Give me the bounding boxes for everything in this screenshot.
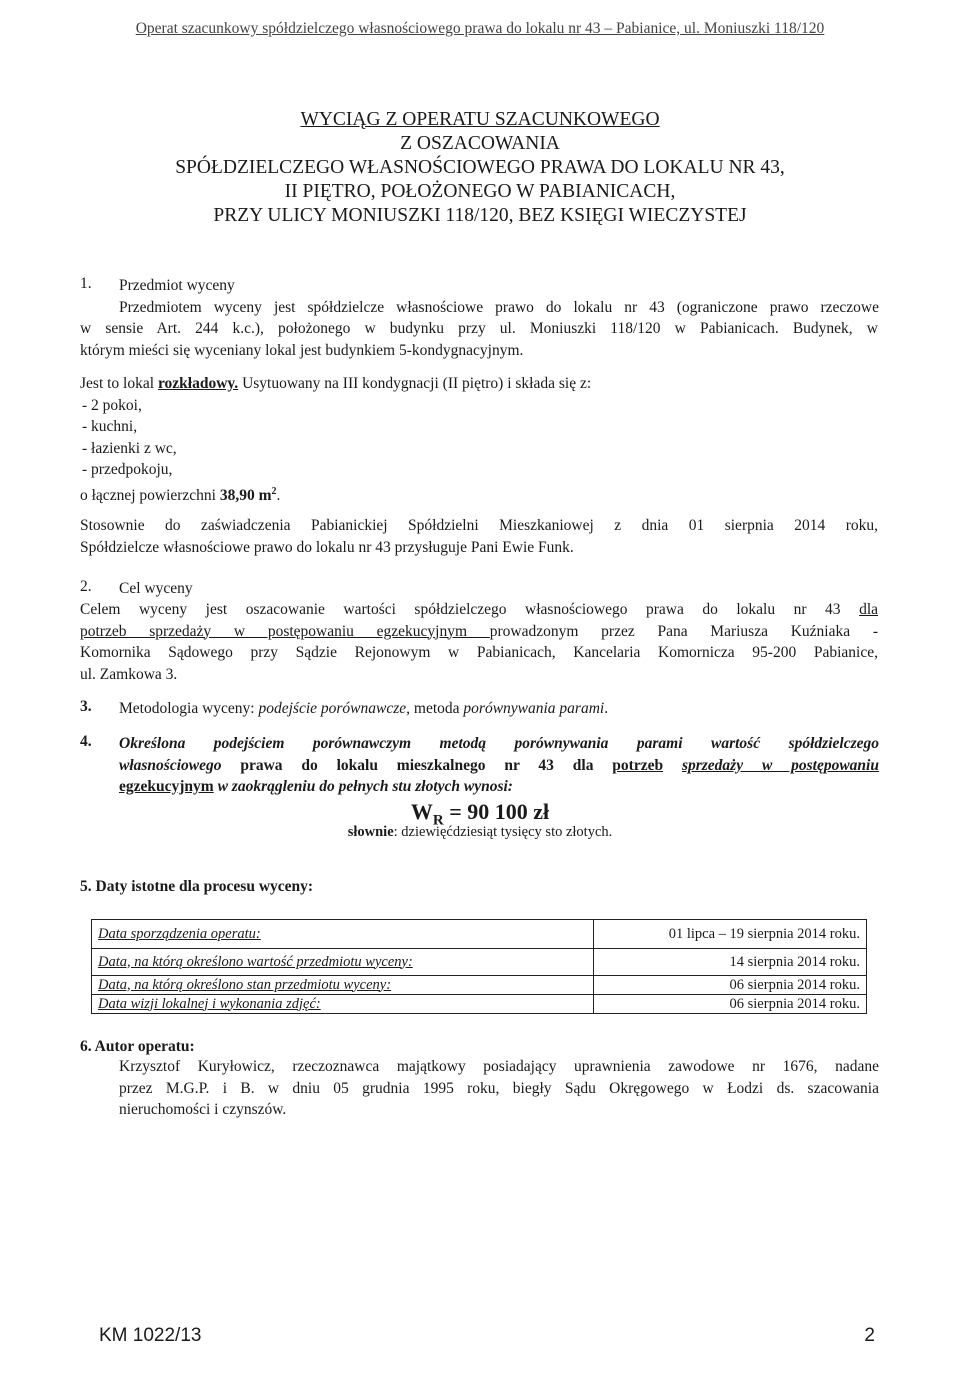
purpose-line-1: Celem wyceny jest oszacowanie wartości spółdzielczego własnościowego prawa do lokalu nr 43 dla xyxy=(80,601,878,618)
section-1-heading: Przedmiot wyceny xyxy=(119,277,235,294)
table-row xyxy=(92,920,867,949)
value-in-words: słownie: dziewięćdziesiąt tysięcy sto złotych. xyxy=(347,824,613,840)
date-label: Data sporządzenia operatu: xyxy=(92,920,594,949)
title-line-4: II PIĘTRO, POŁOŻONEGO W PABIANICACH, xyxy=(284,181,676,202)
title-line-1: WYCIĄG Z OPERATU SZACUNKOWEGO xyxy=(300,109,660,130)
purpose-line-2: potrzeb sprzedaży w postępowaniu egzekucyjnym prowadzonym przez Pana Mariusza Kuźniaka - xyxy=(80,622,878,640)
room-item: - przedpokoju, xyxy=(82,461,173,478)
date-value: 06 sierpnia 2014 roku. xyxy=(594,995,867,1014)
title-line-3: SPÓŁDZIELCZEGO WŁASNOŚCIOWEGO PRAWA DO LOKALU NR 43, xyxy=(175,157,785,178)
table-row xyxy=(92,995,867,1014)
section-3-text: Metodologia wyceny: podejście porównawcze, metoda porównywania parami. xyxy=(119,700,609,717)
purpose-line-3: Komornika Sądowego przy Sądzie Rejonowym w Pabianicach, Kancelaria Komornicza 95-200 Pabianice, xyxy=(80,644,878,661)
document-title xyxy=(0,108,960,228)
lokal-type: rozkładowy. xyxy=(157,375,239,392)
section-6-body xyxy=(119,1056,879,1121)
area-value: 38,90 $m^2$ xyxy=(219,485,277,504)
lokal-type-line: Jest to lokal rozkładowy. Usytuowany na III kondygnacji (II piętro) i składa się z: xyxy=(80,375,592,392)
section-1-number: 1. xyxy=(80,275,92,292)
running-header: Operat szacunkowy spółdzielczego własnościowego prawa do lokalu nr 43 – Pabianice, ul. Moniuszki 118/120 xyxy=(135,20,825,37)
market-value: $W_R = 90$ 100 zł xyxy=(410,799,550,829)
section-1-para-line-2: w sensie Art. 244 k.c.), położonego w budynku przy ul. Moniuszki 118/120 w Pabianicach. Budynek, w xyxy=(80,320,878,337)
table-row xyxy=(92,976,867,995)
title-line-5: PRZY ULICY MONIUSZKI 118/120, BEZ KSIĘGI WIECZYSTEJ xyxy=(213,205,747,226)
dates-table xyxy=(91,919,867,1014)
section-1 xyxy=(119,275,879,318)
room-item: - kuchni, xyxy=(82,418,138,435)
room-item: - łazienki z wc, xyxy=(82,439,177,457)
footer-reference: KM 1022/13 xyxy=(99,1325,202,1346)
section-1-para-continued xyxy=(80,318,878,361)
section-1-para-line-1: Przedmiotem wyceny jest spółdzielcze własnościowe prawo do lokalu nr 43 (ograniczone prawo rzeczowe xyxy=(119,298,879,316)
ownership-line-1: Stosownie do zaświadczenia Pabianickiej Spółdzielni Mieszkaniowej z dnia 01 sierpnia 2014 roku, xyxy=(80,517,878,534)
title-line-2: Z OSZACOWANIA xyxy=(400,133,560,154)
section-2-body xyxy=(80,599,878,685)
section-4-number: 4. xyxy=(80,733,92,750)
area-line: o łącznej powierzchni 38,90 $m^2$. xyxy=(80,485,281,504)
date-value: 01 lipca – 19 sierpnia 2014 roku. xyxy=(594,920,867,949)
date-value: 14 sierpnia 2014 roku. xyxy=(594,949,867,976)
table-row xyxy=(92,949,867,976)
section-2-heading: Cel wyceny xyxy=(119,580,193,597)
date-label: Data wizji lokalnej i wykonania zdjęć: xyxy=(92,995,594,1014)
section-1-para-line-3: którym mieści się wyceniany lokal jest budynkiem 5-kondygnacyjnym. xyxy=(80,341,524,359)
date-label: Data, na którą określono wartość przedmiotu wyceny: xyxy=(92,949,594,976)
section-5-heading: 5. Daty istotne dla procesu wyceny: xyxy=(80,878,314,895)
section-1-description xyxy=(80,373,878,506)
ownership-paragraph xyxy=(80,515,878,558)
author-line-1: Krzysztof Kuryłowicz, rzeczoznawca majątkowy posiadający uprawnienia zawodowe nr 1676, nadane xyxy=(119,1058,879,1075)
section-6-heading: 6. Autor operatu: xyxy=(80,1038,195,1055)
author-line-2: przez M.G.P. i B. w dniu 05 grudnia 1995 roku, biegły Sądu Okręgowego w Łodzi ds. szacowania xyxy=(119,1079,879,1097)
ownership-line-2: Spółdzielcze własnościowe prawo do lokalu nr 43 przysługuje Pani Ewie Funk. xyxy=(80,538,574,556)
date-value: 06 sierpnia 2014 roku. xyxy=(594,976,867,995)
date-label: Data, na którą określono stan przedmiotu wyceny: xyxy=(92,976,594,995)
section-3-number: 3. xyxy=(80,698,92,715)
value-statement-line-1: Określona podejściem porównawczym metodą porównywania parami wartość spółdzielczego xyxy=(119,735,879,752)
section-4-body xyxy=(119,733,879,798)
purpose-line-4: ul. Zamkowa 3. xyxy=(80,665,178,683)
value-statement-line-2: własnościowego prawa do lokalu mieszkalnego nr 43 dla potrzeb sprzedaży w postępowaniu xyxy=(119,756,879,774)
author-line-3: nieruchomości i czynszów. xyxy=(119,1101,287,1118)
room-item: - 2 pokoi, xyxy=(82,396,142,414)
section-2-number: 2. xyxy=(80,578,92,595)
page-number: 2 xyxy=(864,1325,875,1346)
value-statement-line-3: egzekucyjnym w zaokrągleniu do pełnych stu złotych wynosi: xyxy=(119,778,513,795)
